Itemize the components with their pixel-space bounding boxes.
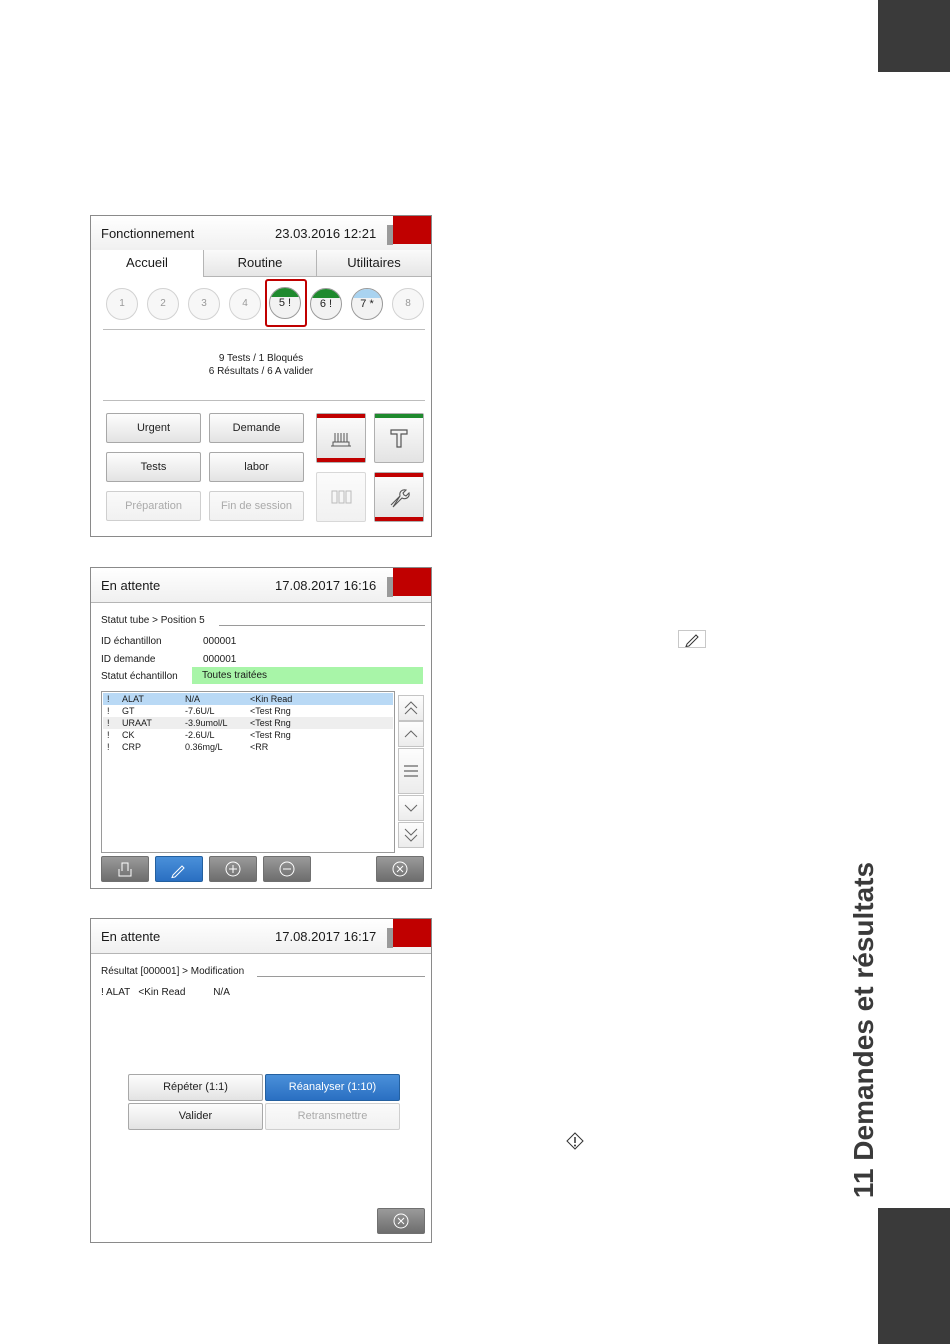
close-icon <box>390 859 410 879</box>
close-button[interactable] <box>377 1208 425 1234</box>
divider <box>257 976 425 977</box>
scroll-top-button[interactable] <box>398 695 424 721</box>
result-line: ! ALAT <Kin Read N/A <box>101 987 230 998</box>
double-chevron-down-icon <box>403 823 419 847</box>
cuvette-button[interactable] <box>316 472 366 522</box>
title-bar <box>91 568 431 603</box>
tab-utilitaires[interactable]: Utilitaires <box>317 250 431 276</box>
table-row[interactable]: ! URAAT -3.9umol/L <Test Rng <box>103 717 393 729</box>
print-icon <box>115 859 135 879</box>
close-icon <box>391 1211 411 1231</box>
summary-results: 6 Résultats / 6 A valider <box>208 366 314 377</box>
alarm-indicator[interactable] <box>393 216 431 244</box>
wrench-icon <box>387 485 411 509</box>
grip-lines-icon <box>403 749 419 793</box>
table-row[interactable]: ! GT -7.6U/L <Test Rng <box>107 706 291 716</box>
tube-rack-icon <box>329 426 353 450</box>
position-7[interactable]: 7 * <box>351 288 383 320</box>
divider <box>219 625 425 626</box>
id-echantillon-value: 000001 <box>203 636 237 647</box>
statut-echantillon-label: Statut échantillon <box>101 671 178 682</box>
position-2[interactable]: 2 <box>147 288 179 320</box>
divider <box>103 329 425 330</box>
pencil-icon <box>169 859 189 879</box>
add-button[interactable] <box>209 856 257 882</box>
chevron-down-icon <box>403 796 419 820</box>
tests-button[interactable]: Tests <box>106 452 201 482</box>
date-time: 17.08.2017 16:16 <box>275 578 377 593</box>
repeter-button[interactable]: Répéter (1:1) <box>128 1074 263 1101</box>
chevron-up-icon <box>403 722 419 746</box>
page-edge-tab-bottom <box>878 1208 950 1344</box>
tab-routine[interactable]: Routine <box>204 250 317 276</box>
tab-accueil[interactable]: Accueil <box>91 250 204 277</box>
remove-button[interactable] <box>263 856 311 882</box>
summary-tests: 9 Tests / 1 Bloqués <box>218 353 304 364</box>
minus-circle-icon <box>277 859 297 879</box>
position-8[interactable]: 8 <box>392 288 424 320</box>
table-row[interactable]: ! ALAT N/A <Kin Read <box>103 693 393 705</box>
results-list[interactable] <box>101 691 395 853</box>
breadcrumb: Résultat [000001] > Modification <box>101 966 245 977</box>
position-3[interactable]: 3 <box>188 288 220 320</box>
labor-button[interactable]: labor <box>209 452 304 482</box>
table-row[interactable]: ! CRP 0.36mg/L <RR <box>107 742 269 752</box>
urgent-button[interactable]: Urgent <box>106 413 201 443</box>
scroll-bottom-button[interactable] <box>398 822 424 848</box>
tab-bar <box>91 250 431 277</box>
sample-rack-button[interactable] <box>316 413 366 463</box>
alarm-indicator[interactable] <box>393 568 431 596</box>
position-1[interactable]: 1 <box>106 288 138 320</box>
double-chevron-up-icon <box>403 696 419 720</box>
cuvettes-icon <box>329 485 353 509</box>
id-echantillon-label: ID échantillon <box>101 636 162 647</box>
screen-title: En attente <box>101 929 161 944</box>
reagent-t-icon <box>387 426 411 450</box>
position-5[interactable]: 5 ! <box>269 287 301 319</box>
screen-title: En attente <box>101 578 161 593</box>
scroll-down-button[interactable] <box>398 795 424 821</box>
valider-button[interactable]: Valider <box>128 1103 263 1130</box>
position-4[interactable]: 4 <box>229 288 261 320</box>
print-button[interactable] <box>101 856 149 882</box>
id-demande-label: ID demande <box>101 654 156 665</box>
demande-button[interactable]: Demande <box>209 413 304 443</box>
title-bar <box>91 216 431 251</box>
statut-echantillon-value: Toutes traitées <box>192 667 423 684</box>
retransmettre-button[interactable]: Retransmettre <box>265 1103 400 1130</box>
screen-title: Fonctionnement <box>101 226 195 241</box>
divider <box>103 400 425 401</box>
scroll-up-button[interactable] <box>398 721 424 747</box>
title-bar <box>91 919 431 954</box>
breadcrumb: Statut tube > Position 5 <box>101 615 205 626</box>
close-button[interactable] <box>376 856 424 882</box>
reagent-button[interactable] <box>374 413 424 463</box>
scroll-thumb[interactable] <box>398 748 424 794</box>
plus-circle-icon <box>223 859 243 879</box>
id-demande-value: 000001 <box>203 654 237 665</box>
alarm-indicator[interactable] <box>393 919 431 947</box>
page-edge-tab-top <box>878 0 950 72</box>
screen-statut-tube <box>90 567 432 889</box>
position-6[interactable]: 6 ! <box>310 288 342 320</box>
fin-session-button[interactable]: Fin de session <box>209 491 304 521</box>
date-time: 17.08.2017 16:17 <box>275 929 377 944</box>
preparation-button[interactable]: Préparation <box>106 491 201 521</box>
pencil-icon <box>678 630 706 648</box>
date-time: 23.03.2016 12:21 <box>275 226 377 241</box>
table-row[interactable]: ! CK -2.6U/L <Test Rng <box>107 730 291 740</box>
maintenance-button[interactable] <box>374 472 424 522</box>
screen-fonctionnement <box>90 215 432 537</box>
start-diamond-icon <box>566 1132 584 1150</box>
summary <box>91 352 431 378</box>
reanalyser-button[interactable]: Réanalyser (1:10) <box>265 1074 400 1101</box>
edit-button[interactable] <box>155 856 203 882</box>
screen-modification <box>90 918 432 1243</box>
